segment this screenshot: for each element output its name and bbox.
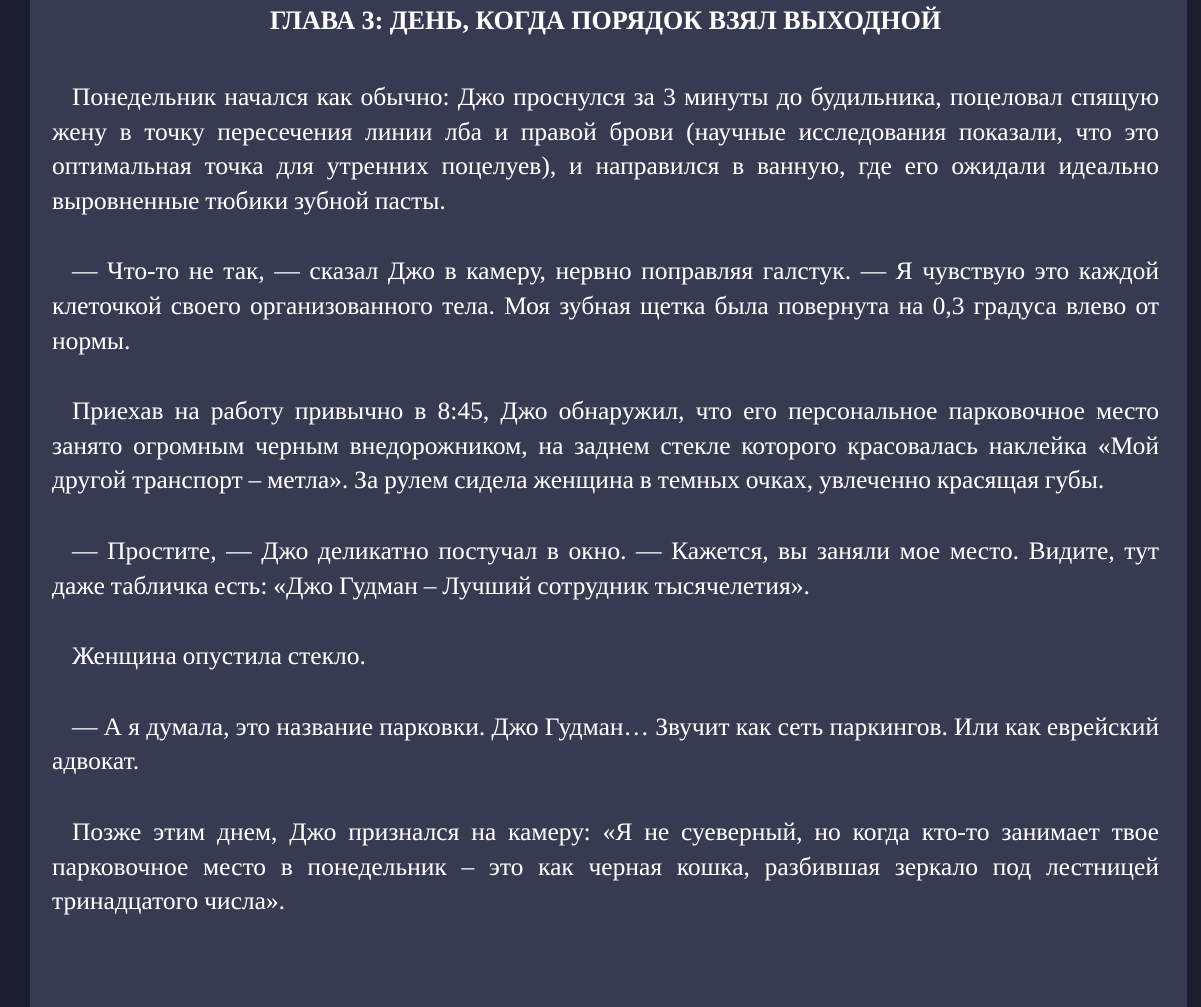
paragraph-6: — А я думала, это название парковки. Джо Гудман… Звучит как сеть паркингов. Или как еврейский адвокат. [52,711,1159,776]
document-page [30,0,1187,1007]
chapter-body [52,80,1159,919]
chapter-title: ГЛАВА 3: ДЕНЬ, КОГДА ПОРЯДОК ВЗЯЛ ВЫХОДНОЙ [269,6,942,35]
paragraph-2: — Что-то не так, — сказал Джо в камеру, нервно поправляя галстук. — Я чувствую это каждой клеточкой своего организованного тела. Моя зубная щетка была повернута на 0,3 градуса влево от нормы. [52,256,1159,355]
paragraph-4: — Простите, — Джо деликатно постучал в окно. — Кажется, вы заняли мое место. Видите, тут даже табличка есть: «Джо Гудман – Лучший сотрудник тысячелетия». [52,535,1159,600]
paragraph-5: Женщина опустила стекло. [72,641,366,671]
paragraph-3: Приехав на работу привычно в 8:45, Джо обнаружил, что его персональное парковочное место занято огромным черным внедорожником, на заднем стекле которого красовалась наклейка «Мой другой транспорт – метла». За рулем сидела женщина в темных очках, увлеченно красящая губы. [52,396,1159,495]
paragraph-7: Позже этим днем, Джо признался на камеру: «Я не суеверный, но когда кто-то занимает твое парковочное место в понедельник – это как черная кошка, разбившая зеркало под лестницей тринадцатого числа». [52,816,1159,916]
paragraph-1: Понедельник начался как обычно: Джо проснулся за 3 минуты до будильника, поцеловал спящую жену в точку пересечения линии лба и правой брови (научные исследования показали, что это оптимальная точка для утренних поцелуев), и направился в ванную, где его ожидали идеально выровненные тюбики зубной пасты. [52,82,1159,215]
